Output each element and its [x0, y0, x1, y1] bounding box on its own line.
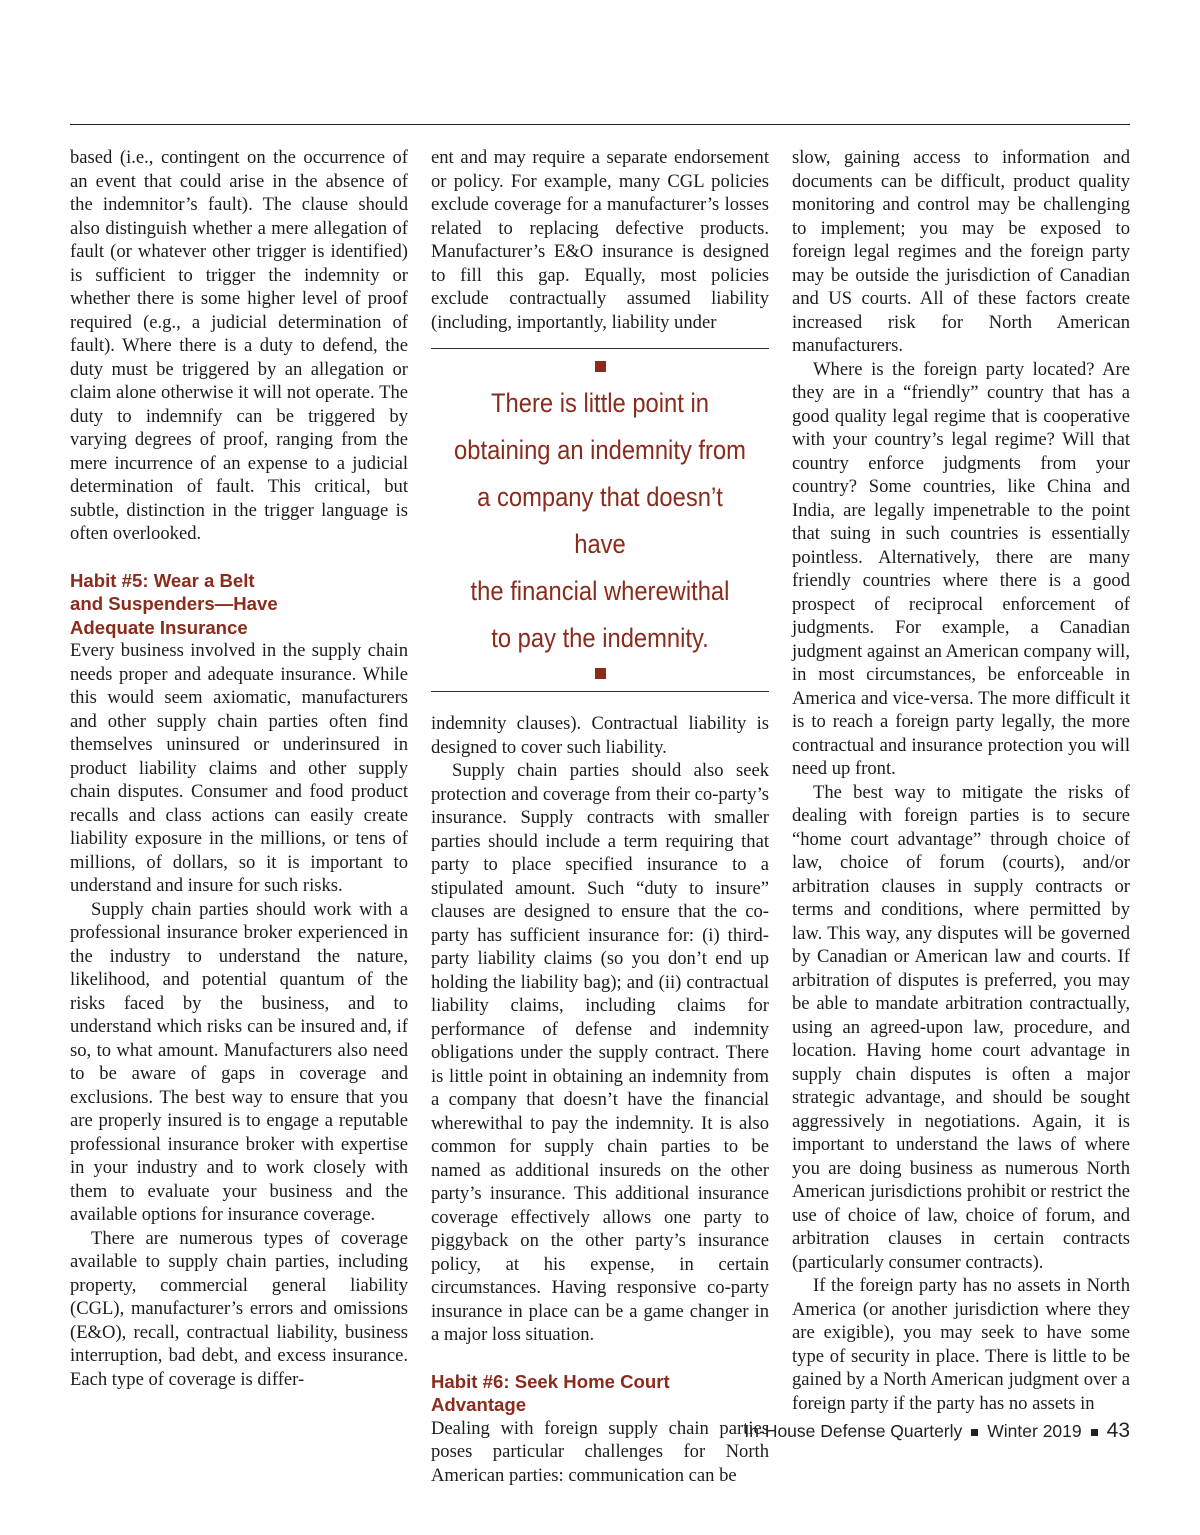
- square-separator-icon: [1091, 1429, 1098, 1436]
- section-heading-habit-6: Habit #6: Seek Home Court Advantage: [431, 1370, 670, 1415]
- paragraph: Dealing with foreign supply chain parties poses particular challenges for North American parties: communication can be: [431, 1417, 769, 1486]
- page-footer: [744, 1419, 1130, 1443]
- square-separator-icon: [971, 1429, 978, 1436]
- pull-quote-line: obtaining an indemnity from: [454, 435, 746, 465]
- square-bullet-icon: [595, 668, 606, 679]
- publication-name: In-House Defense Quarterly: [744, 1421, 963, 1441]
- spacer: [431, 1347, 769, 1370]
- paragraph: Supply chain parties should also seek protection and coverage from their co-party’s insurance. Supply contracts with smaller parties should include a term requiring that party to place specified insurance to a stipulated amount. Such “duty to insure” clauses are designed to ensure that the co-party has sufficient insurance for: (i) third-party liability claims (so you don’t end up holding the liability bag); and (ii) contractual liability claims, including claims for performance of defense and indemnity obligations under the supply contract. There is little point in obtaining an indemnity from a company that doesn’t have the financial wherewithal to pay the indemnity. It is also common for supply chain parties to be named as additional insureds on the other party’s insurance. This additional insurance coverage effectively allows one party to piggyback on the other party’s insurance policy, at his expense, in certain circumstances. Having responsive co-party insurance in place can be a game changer in a major loss situation.: [431, 760, 769, 1345]
- paragraph: There are numerous types of coverage available to supply chain parties, including property, commercial general liability (CGL), manufacturer’s errors and omissions (E&O), recall, contractual liability, business interruption, bad debt, and excess insurance. Each type of coverage is differ-: [70, 1227, 408, 1390]
- pull-quote-text: [451, 380, 748, 662]
- paragraph: Where is the foreign party located? Are they are in a “friendly” country that has a good quality legal regime that is cooperative with your country’s legal regime? Will that country enforce judgments from your country? Some countries, like China and India, are legally impenetrable to the point that suing in such countries is essentially pointless. Alternatively, there are many friendly countries where there is a good prospect of reciprocal enforcement of judgments. For example, a Canadian judgment against an American company will, in most circumstances, be enforceable in America and vice-versa. The more difficult it is to reach a foreign party legally, the more contractual and insurance protection you will need up front.: [792, 358, 1130, 779]
- paragraph: Every business involved in the supply chain needs proper and adequate insurance. While this would seem axiomatic, manufacturers and other supply chain parties often find themselves uninsured or underinsured in product liability claims and other supply chain disputes. Consumer and food product recalls and class actions can easily create liability exposure in the millions, or tens of millions, of dollars, so it is important to understand and insure for such risks.: [70, 640, 408, 896]
- heading-line: and Suspenders—Have: [70, 593, 278, 614]
- column-3: [792, 146, 1130, 1415]
- pull-quote: [431, 348, 769, 692]
- heading-line: Adequate Insurance: [70, 616, 248, 638]
- paragraph: If the foreign party has no assets in North America (or another jurisdiction where they are exigible), you may seek to have some type of security in place. There is little to be gained by a North American judgment over a foreign party if the party has no assets in: [792, 1275, 1130, 1414]
- pull-quote-line: a company that doesn’t have: [477, 482, 723, 559]
- paragraph: ent and may require a separate endorsement or policy. For example, many CGL policies exclude coverage for a manufacturer’s losses related to replacing defective products. Manufacturer’s E&O insurance is designed to fill this gap. Equally, most policies exclude contractually assumed liability (including, importantly, liability under: [431, 147, 769, 333]
- pull-quote-line: the financial wherewithal: [470, 576, 730, 606]
- paragraph: slow, gaining access to information and documents can be difficult, product quality monitoring and control may be challenging to implement; you may be exposed to foreign legal regimes and the foreign party may be outside the jurisdiction of Canadian and US courts. All of these factors create increased risk for North American manufacturers.: [792, 147, 1130, 356]
- issue-date: Winter 2019: [987, 1421, 1082, 1441]
- paragraph: based (i.e., contingent on the occurrence of an event that could arise in the absence of the indemnitor’s fault). The clause should also distinguish whether a mere allegation of fault (or whatever other trigger is identified) is sufficient to trigger the indemnity or whether there is some higher level of proof required (e.g., a judicial determination of fault). Where there is a duty to defend, the duty must be triggered by an allegation or claim alone otherwise it will not operate. The duty to indemnify can be triggered by varying degrees of proof, ranging from the mere incurrence of an expense to a judicial determination of fault. This critical, but subtle, distinction in the trigger language is often overlooked.: [70, 147, 408, 544]
- paragraph: Supply chain parties should work with a professional insurance broker experienced in the industry to understand the nature, likelihood, and potential quantum of the risks faced by the business, and to understand which risks can be insured and, if so, to what amount. Manufacturers also need to be aware of gaps in coverage and exclusions. The best way to ensure that you are properly insured is to engage a reputable professional insurance broker with expertise in your industry and to work closely with them to evaluate your business and the available options for insurance coverage.: [70, 898, 408, 1225]
- column-2: [431, 146, 769, 1487]
- pull-quote-line: to pay the indemnity.: [491, 623, 709, 653]
- heading-line: Habit #5: Wear a Belt: [70, 569, 255, 591]
- pull-quote-line: There is little point in: [491, 388, 709, 418]
- top-rule: [70, 124, 1130, 125]
- spacer: [70, 546, 408, 569]
- page-number: 43: [1106, 1419, 1130, 1442]
- section-heading-habit-5: [70, 569, 408, 640]
- paragraph: The best way to mitigate the risks of dealing with foreign parties is to secure “home court advantage” through choice of law, choice of forum (courts), and/or arbitration clauses in supply contracts or terms and conditions, where permitted by law. This way, any disputes will be governed by Canadian or American law and courts. If arbitration of disputes is preferred, you may be able to mandate arbitration contractually, using an agreed-upon law, procedure, and location. Having home court advantage in supply chain disputes is often a major strategic advantage, and should be sought aggressively in negotiations. Again, it is important to understand the laws of where you are doing business as numerous North American jurisdictions prohibit or restrict the use of choice of law, choice of forum, and arbitration clauses in certain contracts (particularly consumer contracts).: [792, 781, 1130, 1273]
- square-bullet-icon: [595, 361, 606, 372]
- paragraph: indemnity clauses). Contractual liability is designed to cover such liability.: [431, 713, 769, 758]
- column-1: [70, 146, 408, 1391]
